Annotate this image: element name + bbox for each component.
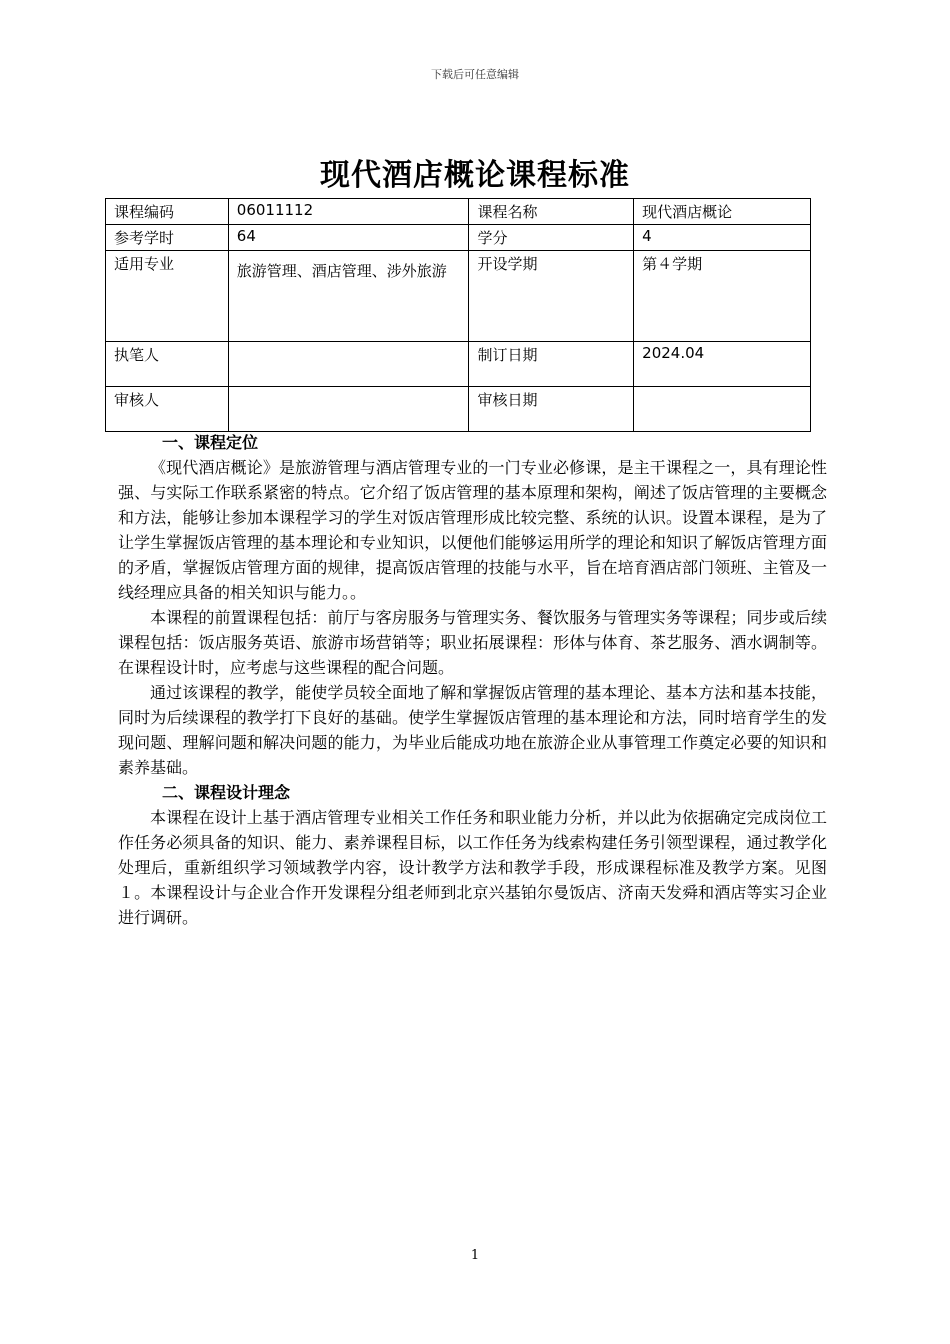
review-date-label: 审核日期: [469, 387, 634, 432]
credits-label: 学分: [469, 225, 634, 251]
table-row: [106, 387, 811, 432]
semester-label: 开设学期: [469, 251, 634, 342]
author-label: 执笔人: [106, 342, 229, 387]
course-code-label: 课程编码: [106, 199, 229, 225]
course-name-value: 现代酒店概论: [634, 199, 811, 225]
reviewer-label: 审核人: [106, 387, 229, 432]
header-note: 下载后可任意编辑: [431, 68, 519, 81]
table-row: [106, 199, 811, 225]
document-title: 现代酒店概论课程标准: [320, 158, 630, 193]
course-name-label: 课程名称: [469, 199, 634, 225]
table-row: [106, 225, 811, 251]
credits-value: 4: [634, 225, 811, 251]
review-date-value: [634, 387, 811, 432]
document-body: [118, 430, 827, 930]
reviewer-value: [228, 387, 469, 432]
paragraph: 本课程的前置课程包括：前厅与客房服务与管理实务、餐饮服务与管理实务等课程；同步或后续课程包括：饭店服务英语、旅游市场营销等；职业拓展课程：形体与体育、茶艺服务、酒水调制等。在课程设计时，应考虑与这些课程的配合问题。: [118, 608, 827, 677]
table-row: [106, 342, 811, 387]
hours-value: 64: [228, 225, 469, 251]
hours-label: 参考学时: [106, 225, 229, 251]
author-value: [228, 342, 469, 387]
major-label: 适用专业: [106, 251, 229, 342]
section-heading: 一、课程定位: [162, 433, 259, 452]
table-row: [106, 251, 811, 342]
revision-date-label: 制订日期: [469, 342, 634, 387]
paragraph: 本课程在设计上基于酒店管理专业相关工作任务和职业能力分析，并以此为依据确定完成岗位工作任务必须具备的知识、能力、素养课程目标，以工作任务为线索构建任务引领型课程，通过教学化处理后，重新组织学习领域教学内容，设计教学方法和教学手段，形成课程标准及教学方案。见图１。本课程设计与企业合作开发课程分组老师到北京兴基铂尔曼饭店、济南天发舜和酒店等实习企业进行调研。: [118, 808, 827, 927]
page-number: 1: [470, 1248, 480, 1263]
paragraph: 通过该课程的教学，能使学员较全面地了解和掌握饭店管理的基本理论、基本方法和基本技能，同时为后续课程的教学打下良好的基础。使学生掌握饭店管理的基本理论和方法，同时培育学生的发现问题、理解问题和解决问题的能力，为毕业后能成功地在旅游企业从事管理工作奠定必要的知识和素养基础。: [118, 683, 827, 777]
paragraph: 《现代酒店概论》是旅游管理与酒店管理专业的一门专业必修课，是主干课程之一，具有理论性强、与实际工作联系紧密的特点。它介绍了饭店管理的基本原理和架构，阐述了饭店管理的主要概念和方法，能够让参加本课程学习的学生对饭店管理形成比较完整、系统的认识。设置本课程，是为了让学生掌握饭店管理的基本理论和专业知识，以便他们能够运用所学的理论和知识了解饭店管理方面的矛盾，掌握饭店管理方面的规律，提高饭店管理的技能与水平，旨在培育酒店部门领班、主管及一线经理应具备的相关知识与能力。。: [118, 458, 827, 602]
section-heading: 二、课程设计理念: [162, 783, 291, 802]
semester-value: 第４学期: [634, 251, 811, 342]
revision-date-value: 2024.04: [634, 342, 811, 387]
course-info-table: [105, 198, 811, 432]
course-code-value: 06011112: [228, 199, 469, 225]
major-value: 旅游管理、酒店管理、涉外旅游: [228, 251, 469, 342]
